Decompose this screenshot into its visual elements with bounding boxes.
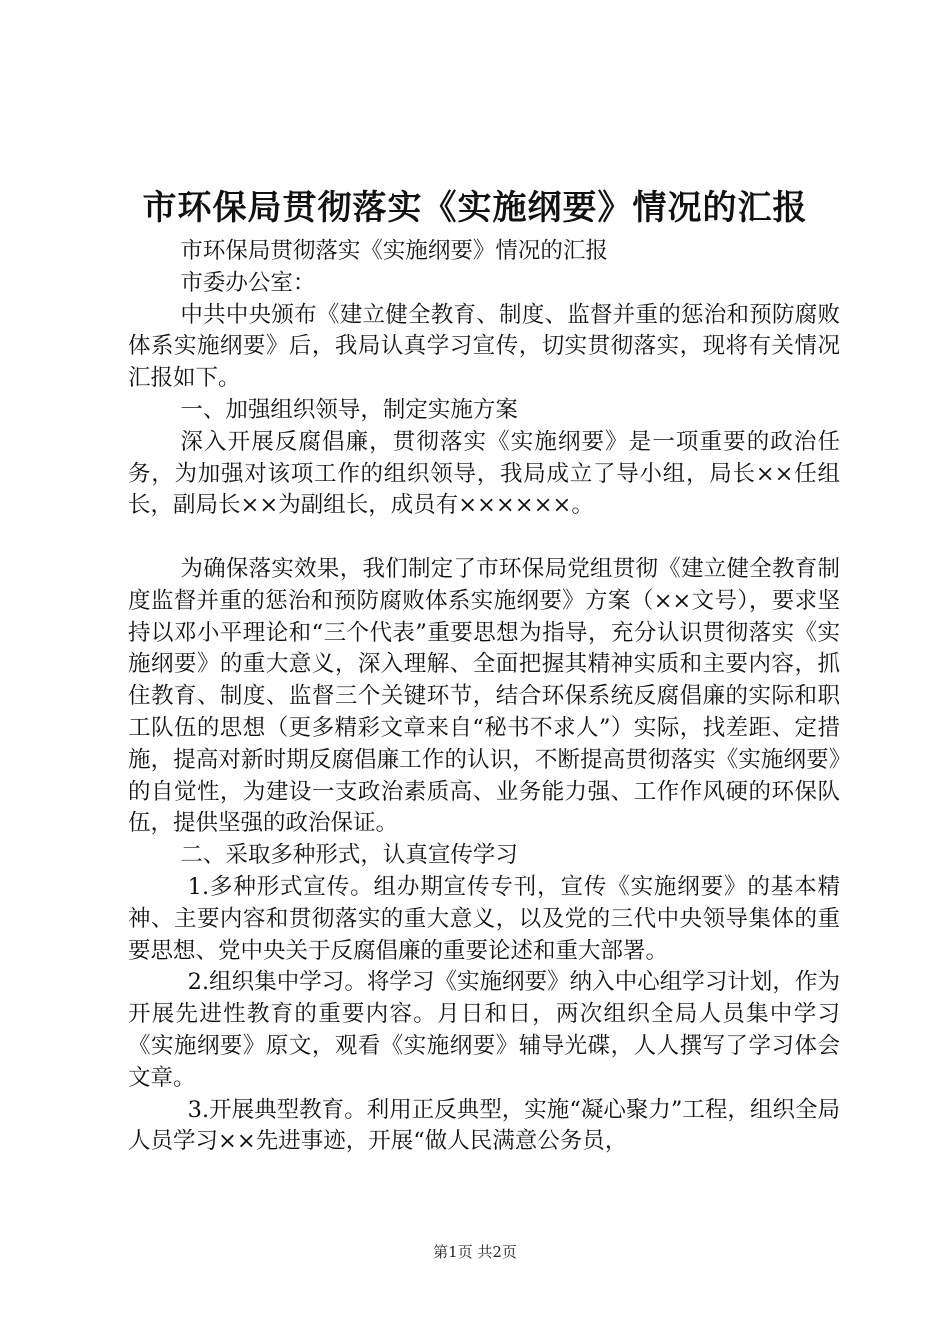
document-body xyxy=(128,236,840,1158)
page-footer: 第1页 共2页 xyxy=(433,1243,517,1261)
paragraph-item-1: 1.多种形式宣传。组办期宣传专刊，宣传《实施纲要》的基本精神、主要内容和贯彻落实的重大意义，以及党的三代中央领导集体的重要思想、党中央关于反腐倡廉的重要论述和重大部署。 xyxy=(128,873,840,964)
paragraph-intro: 中共中央颁布《建立健全教育、制度、监督并重的惩治和预防腐败体系实施纲要》后，我局认真学习宣传，切实贯彻落实，现将有关情况汇报如下。 xyxy=(128,301,840,392)
paragraph-item-3: 3.开展典型教育。利用正反典型，实施“凝心聚力”工程，组织全局人员学习××先进事迹，开展“做人民满意公务员， xyxy=(128,1096,840,1155)
paragraph-salutation: 市委办公室： xyxy=(180,269,316,296)
section-heading-2: 二、采取多种形式，认真宣传学习 xyxy=(180,842,518,869)
paragraph-section-1-plan: 为确保落实效果，我们制定了市环保局党组贯彻《建立健全教育制度监督并重的惩治和预防腐败体系实施纲要》方案（××文号），要求坚持以邓小平理论和“三个代表”重要思想为指导，充分认识贯彻落实《实施纲要》的重大意义，深入理解、全面把握其精神实质和主要内容，抓住教育、制度、监督三个关键环节，结合环保系统反腐倡廉的实际和职工队伍的思想（更多精彩文章来自“秘书不求人”）实际，找差距、定措施，提高对新时期反腐倡廉工作的认识，不断提高贯彻落实《实施纲要》的自觉性，为建设一支政治素质高、业务能力强、工作作风硬的环保队伍，提供坚强的政治保证。 xyxy=(128,555,840,837)
paragraph-heading-repeat: 市环保局贯彻落实《实施纲要》情况的汇报 xyxy=(180,238,608,264)
paragraph-section-1: 深入开展反腐倡廉，贯彻落实《实施纲要》是一项重要的政治任务，为加强对该项工作的组织领导，我局成立了导小组，局长××任组长，副局长××为副组长，成员有××××××。 xyxy=(128,428,840,519)
paragraph-item-2: 2.组织集中学习。将学习《实施纲要》纳入中心组学习计划，作为开展先进性教育的重要内容。月日和日，两次组织全局人员集中学习《实施纲要》原文，观看《实施纲要》辅导光碟，人人撰写了学习体会文章。 xyxy=(128,969,840,1091)
paragraph-spacer xyxy=(128,522,840,554)
section-heading-1: 一、加强组织领导，制定实施方案 xyxy=(180,396,518,423)
document-title: 市环保局贯彻落实《实施纲要》情况的汇报 xyxy=(142,188,808,228)
